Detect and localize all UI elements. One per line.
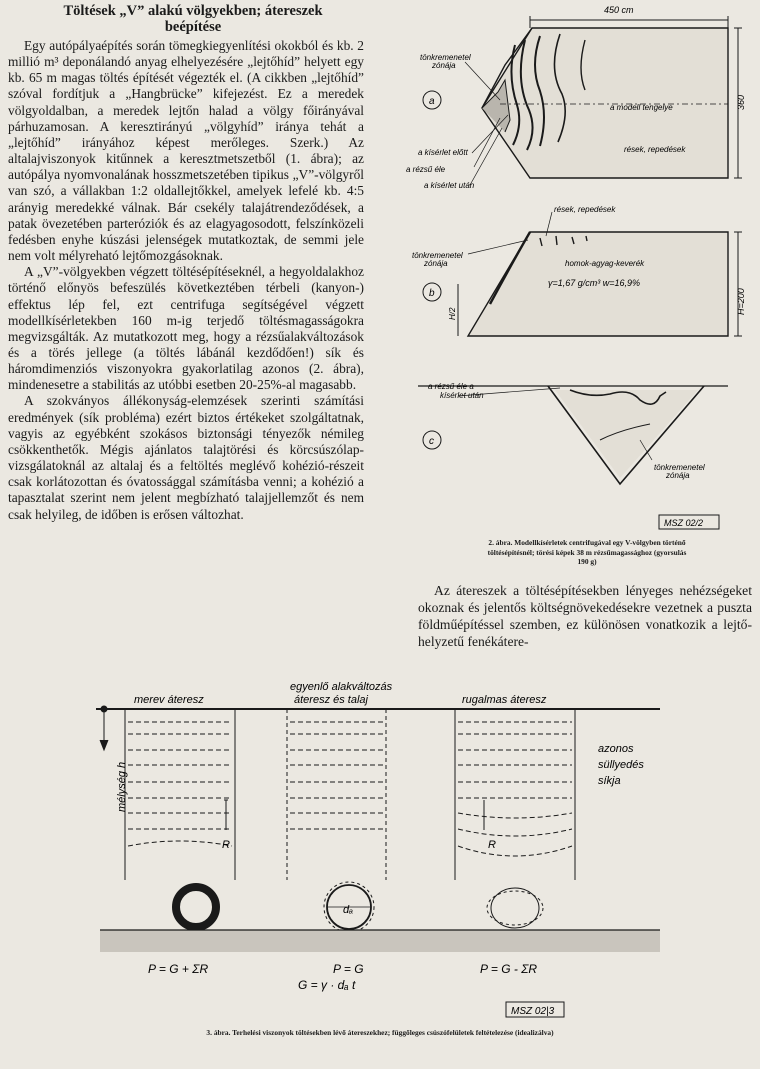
p-flexible: P = G - ΣR [480,962,538,976]
da-label: dₐ [343,904,354,916]
dim-360: 360 [736,94,746,110]
figure-3-caption: 3. ábra. Terhelési viszonyok töltésekben lévő átereszekhez; függőleges csúszófelületek feltételezése (idealizálva) [206,1028,554,1037]
settle-2: süllyedés [598,759,644,771]
fig2-caption-1: 2. ábra. Modellkísérletek centrifugával egy V-völgyben történő [488,538,686,547]
r-flexible: R [488,839,496,851]
tonk-a-2: zónája [432,61,456,70]
label-b: b [429,288,435,299]
label-a: a [429,96,435,107]
tonk-c-1: tönkremenetel [654,463,705,472]
equal-deform-1: egyenlő alakváltozás [290,681,393,693]
slope-edge: a rézsű éle [406,165,446,174]
mix-label: homok-agyag-keverék [565,259,645,268]
tonk-b-1: tönkremenetel [412,251,463,260]
fig2-code: MSZ 02/2 [664,518,704,528]
figure-3-drawing [96,706,660,932]
tonk-c-2: zónája [666,471,690,480]
settle-1: azonos [598,743,634,755]
edge-c-2: kísérlet után [440,391,484,400]
depth-label: mélység h [116,761,128,812]
figure-3-ground [100,930,660,952]
cracks-b: rések, repedések [554,205,616,214]
p-equal: P = G [333,962,364,976]
p-rigid: P = G + ΣR [148,962,209,976]
r-rigid: R [222,839,230,851]
dim-h200: H=200 [736,288,746,315]
settle-3: síkja [598,775,621,787]
fig2-caption-2: töltésépítésnél; törési képek 38 m rézsűmagassághoz (gyorsulás [487,547,687,557]
rigid-label: merev áteresz [134,694,204,706]
slope-before: a kísérlet előtt [418,148,468,157]
paragraph-1: Egy autópályaépítés során tömegkiegyenlítési okokból és kb. 2 millió m³ deponálandó anyag elhelyezésére „lejtőhíd” helyett egy kb. 65 m magas töltés építését végezték el. (A cikkben „lejtőhíd” szóval fordítjuk a „Hangbrücke” kifejezést. Ez a meredek völgyoldalban, a meredek lejtőn halad a völgy főirányával párhuzamosan. A keresztirányú „völgyhíd” iránya tehát a „lejtőhíd” irányához képest merőleges. Szerk.) Az altalajviszonyok kitűnnek a keresztmetszetből (1. ábra); az autópálya nyomvonalának hosszmetszetében tipikus „V”-völgyről van szó, a vállakban 1:2 oldallejtőkkel, amelyek lefelé kb. 4:5 arányig meredekké válnak. Bár csekély talajátrendeződések, a patak övezetében parteróziók és az elagyagosodott, felszínközeli fedésben enyhe kúszási jelenségek mutatkoztak, de semmi jele nem volt mélyreható lejtőmozgásoknak. [8,38,364,264]
flexible-label: rugalmas áteresz [462,694,547,706]
dim-450: 450 cm [604,5,634,15]
dim-h2: H/2 [448,307,457,320]
title-line-1: Töltések „V” alakú völgyekben; átereszek [63,3,323,19]
slope-after: a kísérlet után [424,181,475,190]
paragraph-3: A szokványos állékonyság-elemzések szerinti számítási eredmények (sík probléma) ezért biztos értékeket szolgáltatnak, vagyis az egyébként szokásos biztonsági tényezők némileg csökkenthetők. Mégis ajánlatos talajtörési és körcsúszólap-vizsgálatoknál az altalaj és a feltöltés meglévő kohézió-részeit csak korlátozottan és óvatossággal számításba venni; a kohézió a tapasztalat szerint nem jelent megbízható talajjellemzőt és nem csak helyileg, de időben is erősen változhat. [8,393,364,522]
fig2-caption-3: 190 g) [577,557,597,566]
tonk-a-1: tönkremenetel [420,53,471,62]
tonk-b-2: zónája [424,259,448,268]
cracks-a: rések, repedések [624,145,686,154]
edge-c-1: a rézsű éle a [428,382,474,391]
g-formula: G = γ · dₐ t [298,978,356,992]
params-label: γ=1,67 g/cm³ w=16,9% [548,278,641,288]
model-axis: a modell tengelye [610,103,673,112]
paragraph-4: Az átereszek a töltésépítésekben lényeges nehézségeket okoznak és jelentős költségnövekedésekre vezetnek a puszta földműépítéssel szemben, ez különösen vonatkozik a lejtő-helyzetű fenékátere- [418,583,752,649]
fig3-code: MSZ 02|3 [511,1006,555,1017]
paragraph-2: A „V”-völgyekben végzett töltésépítéseknél, a hegyoldalakhoz történő előnyös befeszülés következtében térbeli (kanyon-) effektus lép fel, ezt centrifuga segítségével végzett modellkísérletekben 160 m-ig terjedő töltésmagasságokra megvizsgálták. Az mutatkozott meg, hogy a rézsűalakváltozások és a törés jellege (a töltés lábánál kezdődően!) sík és háromdimenziós viszonyokra gyakorlatilag azonos (2. ábra), mindenesetre a stabilitás az utóbbi esetben 20-25%-al magasabb. [8,264,364,393]
equal-deform-2: áteresz és talaj [294,694,368,706]
label-c: c [429,436,434,447]
title-line-2: beépítése [164,19,222,35]
